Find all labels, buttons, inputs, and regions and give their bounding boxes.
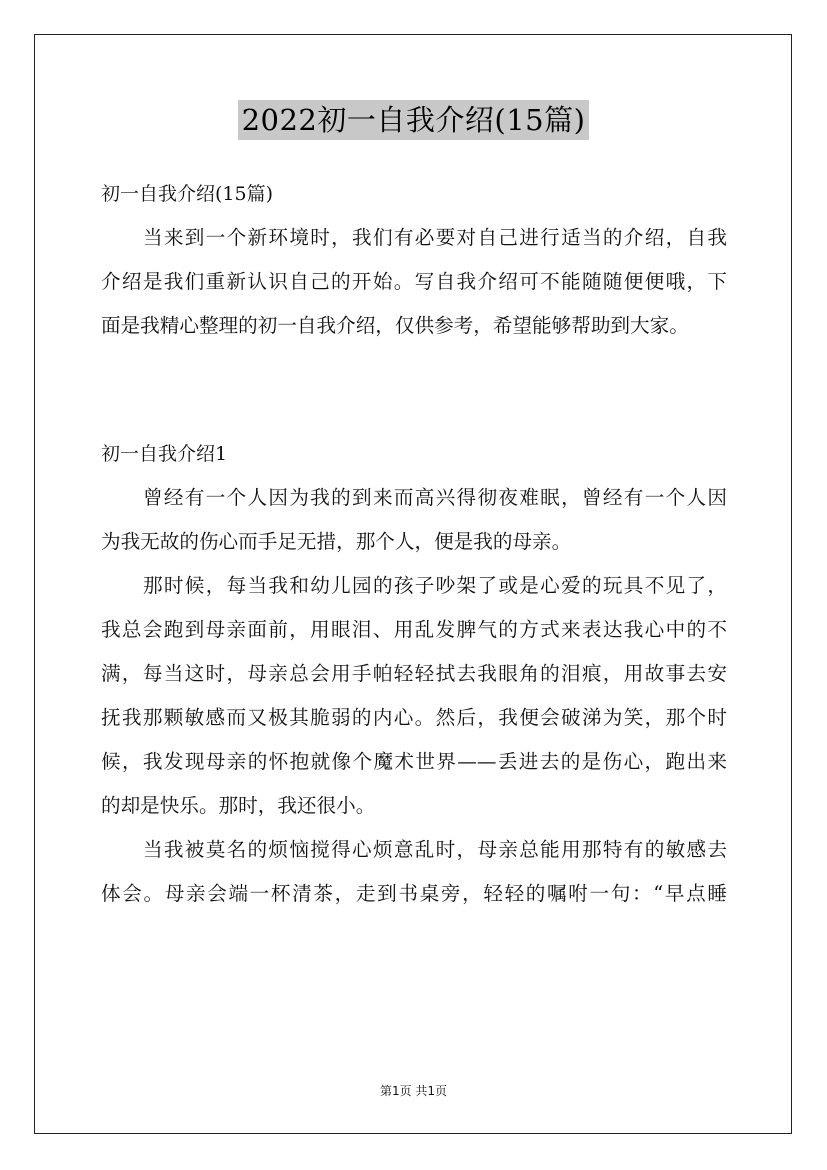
title-container — [0, 100, 827, 140]
spacer — [101, 390, 727, 432]
paragraph-line: 面是我精心整理的初一自我介绍，仅供参考，希望能够帮助到大家。 — [101, 314, 689, 337]
document-subtitle: 初一自我介绍(15篇) — [101, 183, 274, 205]
document-title: 2022初一自我介绍(15篇) — [238, 100, 590, 140]
paragraph-line: 抚我那颗敏感而又极其脆弱的内心。然后，我便会破涕为笑，那个时 — [101, 706, 727, 729]
paragraph-line: 介绍是我们重新认识自己的开始。写自我介绍可不能随随便便哦，下 — [101, 270, 727, 293]
document-body — [101, 172, 727, 916]
section-heading: 初一自我介绍1 — [101, 443, 228, 465]
paragraph-line: 曾经有一个人因为我的到来而高兴得彻夜难眠，曾经有一个人因 — [143, 486, 727, 509]
spacer — [101, 348, 727, 390]
paragraph-line: 为我无故的伤心而手足无措，那个人，便是我的母亲。 — [101, 530, 572, 553]
page-footer: 第1页 共1页 — [379, 1084, 448, 1098]
paragraph-line: 当来到一个新环境时，我们有必要对自己进行适当的介绍，自我 — [143, 226, 727, 249]
paragraph-line: 候，我发现母亲的怀抱就像个魔术世界——丢进去的是伤心，跑出来 — [101, 750, 727, 773]
paragraph-line: 体会。母亲会端一杯清茶，走到书桌旁，轻轻的嘱咐一句：“早点睡 — [101, 882, 727, 905]
paragraph-line: 我总会跑到母亲面前，用眼泪、用乱发脾气的方式来表达我心中的不 — [101, 618, 727, 641]
paragraph-line: 满，每当这时，母亲总会用手帕轻轻拭去我眼角的泪痕，用故事去安 — [101, 662, 727, 685]
paragraph-line: 当我被莫名的烦恼搅得心烦意乱时，母亲总能用那特有的敏感去 — [143, 838, 727, 861]
paragraph-line: 的却是快乐。那时，我还很小。 — [101, 794, 376, 817]
paragraph-line: 那时候，每当我和幼儿园的孩子吵架了或是心爱的玩具不见了， — [143, 574, 727, 597]
